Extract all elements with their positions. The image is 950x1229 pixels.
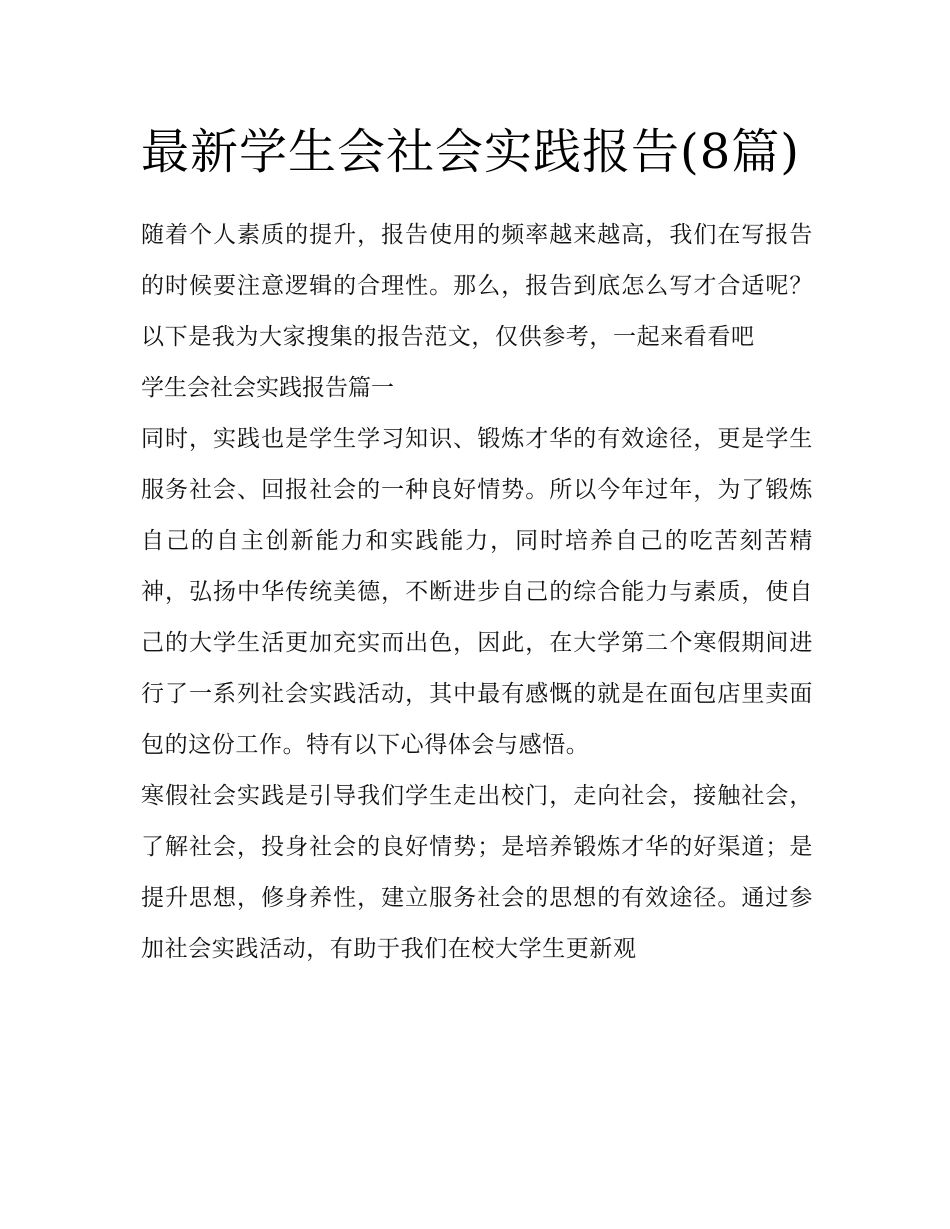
body-paragraph-1: 同时，实践也是学生学习知识、锻炼才华的有效途径，更是学生服务社会、回报社会的一种良好情势。所以今年过年，为了锻炼自己的自主创新能力和实践能力，同时培养自己的吃苦刻苦精神，弘扬中华传统美德，不断进步自己的综合能力与素质，使自己的大学生活更加充实而出色，因此，在大学第二个寒假期间进行了一系列社会实践活动，其中最有感慨的就是在面包店里卖面包的这份工作。特有以下心得体会与感悟。 bbox=[141, 426, 813, 758]
body-paragraph-2: 寒假社会实践是引导我们学生走出校门，走向社会，接触社会，了解社会，投身社会的良好情势；是培养锻炼才华的好渠道；是提升思想，修身养性，建立服务社会的思想的有效途径。通过参加社会实践活动，有助于我们在校大学生更新观 bbox=[141, 783, 813, 962]
document-page bbox=[141, 112, 813, 975]
section-heading: 学生会社会实践报告篇一 bbox=[141, 375, 394, 401]
intro-paragraph: 随着个人素质的提升，报告使用的频率越来越高，我们在写报告的时候要注意逻辑的合理性。那么，报告到底怎么写才合适呢？以下是我为大家搜集的报告范文，仅供参考，一起来看看吧 bbox=[141, 222, 813, 350]
document-title: 最新学生会社会实践报告(8篇) bbox=[141, 124, 800, 180]
